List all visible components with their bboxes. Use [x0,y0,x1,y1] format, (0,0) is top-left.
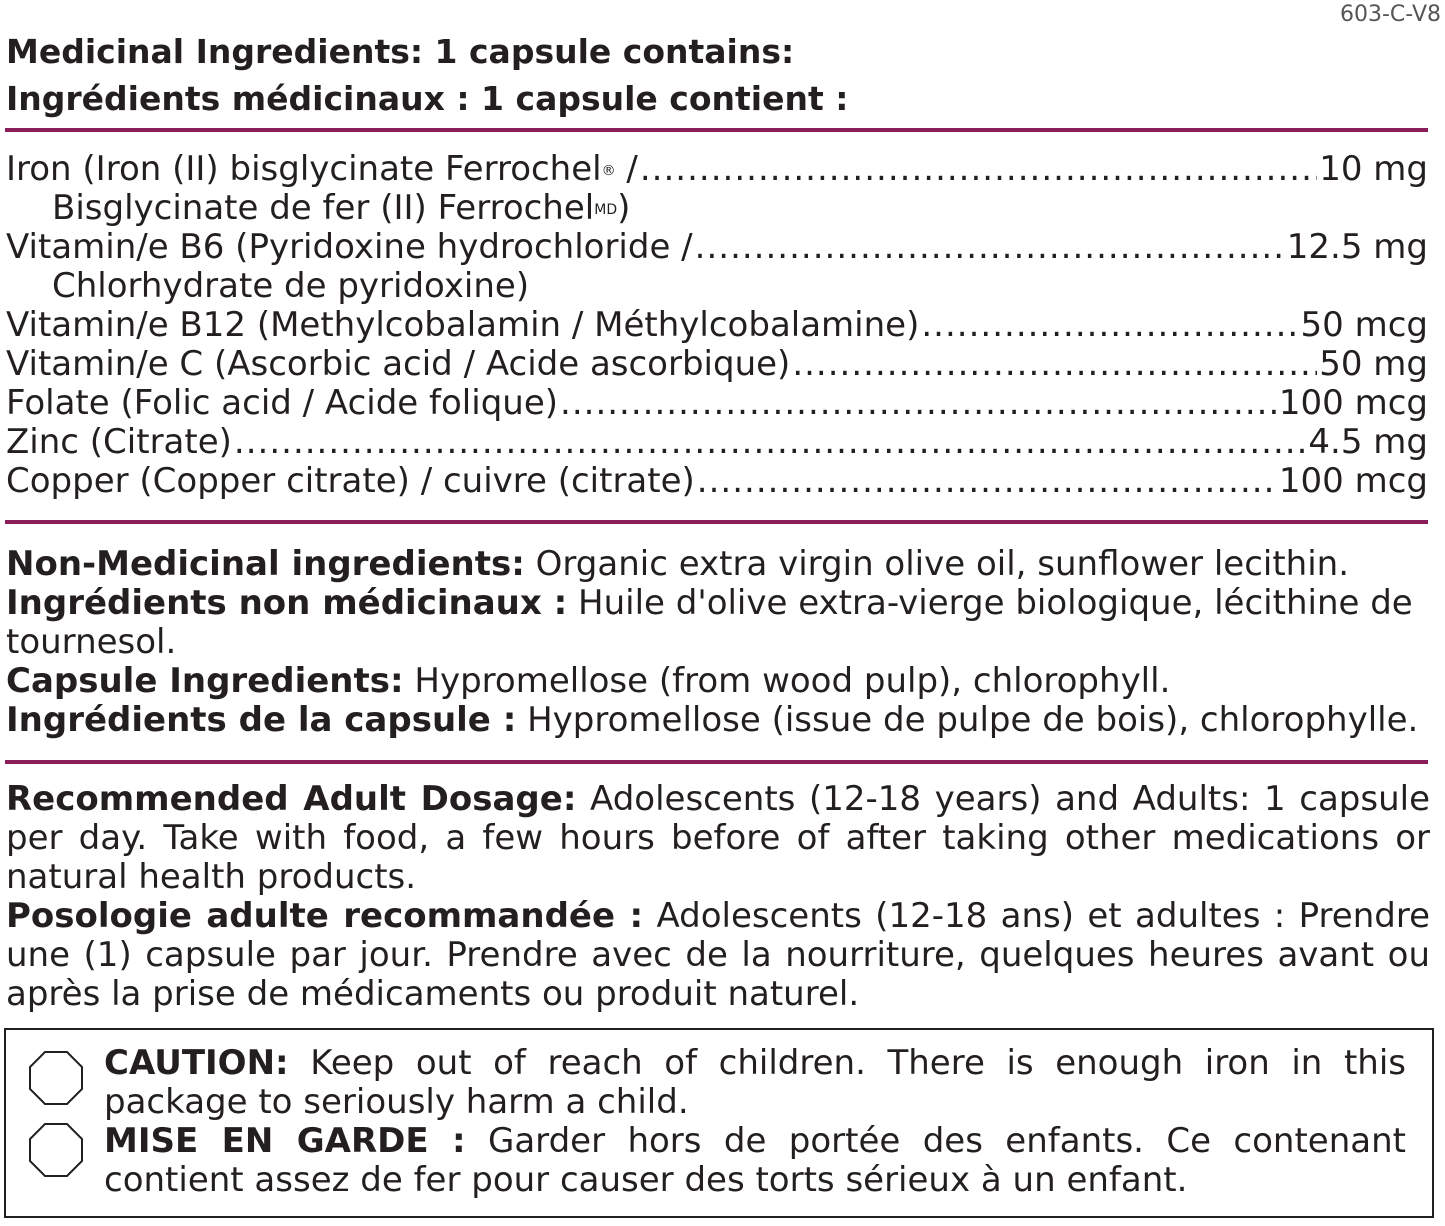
ingredient-name-end: / [615,149,638,189]
registered-mark: ® [601,163,616,179]
dosage-en: Recommended Adult Dosage: Adolescents (12-18 years) and Adults: 1 capsule per day. Take with food, a few hours before of after taking other medications or natural health products. [6,779,1430,897]
ingredient-row [6,306,1428,345]
caution-fr: MISE EN GARDE : Garder hors de portée des enfants. Ce contenant contient assez de fer pour causer des torts sérieux à un enfant. [104,1121,1406,1200]
non-medicinal-fr: Ingrédients non médicinaux : Huile d'olive extra-vierge biologique, lécithine de tournesol. [6,583,1413,662]
ingredient-continuation: Bisglycinate de fer (II) Ferrochel$^{MD}$) [52,188,631,228]
leader-dots [697,462,1277,501]
ingredient-name: Iron (Iron (II) bisglycinate Ferrochel [6,149,602,189]
ingredient-name: Zinc (Citrate) [6,422,232,462]
octagon-warning-icon [28,1122,84,1178]
label-code: 603-C-V8 [1340,2,1441,27]
leader-dots [792,345,1317,384]
ingredient-amount: 50 mcg [1300,305,1428,345]
leader-dots [695,228,1285,267]
ingredient-row [6,345,1428,384]
ingredient-row [6,150,1428,189]
ingredient-name: Vitamin/e B12 (Methylcobalamin / Méthylcobalamine) [6,305,920,345]
leader-dots [640,150,1317,189]
ingredient-name: Vitamin/e C (Ascorbic acid / Acide ascorbique) [6,344,791,384]
md-mark: MD [594,202,618,218]
ingredient-row [6,384,1428,423]
dosage-fr: Posologie adulte recommandée : Adolescents (12-18 ans) et adultes : Prendre une (1) capsule par jour. Prendre avec de la nourriture, quelques heures avant ou après la prise de médicaments ou produit naturel. [6,896,1430,1014]
ingredient-amount: 100 mcg [1278,461,1428,501]
header-line-fr: Ingrédients médicinaux : 1 capsule contient : [6,79,849,118]
ingredient-amount: 4.5 mg [1308,422,1428,462]
ingredient-row [6,228,1428,267]
divider [5,520,1428,524]
divider [5,760,1428,764]
capsule-ingredients-en: Capsule Ingredients: Hypromellose (from wood pulp), chlorophyll. [6,661,1171,701]
caution-en: CAUTION: Keep out of reach of children. There is enough iron in this package to seriously harm a child. [104,1043,1406,1122]
leader-dots [234,423,1307,462]
ingredient-amount: 100 mcg [1278,383,1428,423]
leader-dots [921,306,1298,345]
ingredient-amount: 50 mg [1319,344,1428,384]
non-medicinal-section [6,545,1430,740]
ingredient-amount: 10 mg [1319,149,1428,189]
dosage-section [6,780,1430,1014]
ingredient-name: Copper (Copper citrate) / cuivre (citrate) [6,461,695,501]
ingredient-name: Vitamin/e B6 (Pyridoxine hydrochloride / [6,227,693,267]
ingredient-continuation: Chlorhydrate de pyridoxine) [52,266,530,306]
medicinal-header [6,28,848,122]
capsule-ingredients-fr: Ingrédients de la capsule : Hypromellose (issue de pulpe de bois), chlorophylle. [6,700,1419,740]
octagon-warning-icon [28,1050,84,1106]
leader-dots [560,384,1277,423]
ingredient-list [6,150,1428,501]
ingredient-name: Folate (Folic acid / Acide folique) [6,383,559,423]
caution-box [4,1028,1434,1218]
ingredient-amount: 12.5 mg [1286,227,1428,267]
ingredient-row [6,423,1428,462]
ingredient-row [6,462,1428,501]
header-line-en: Medicinal Ingredients: 1 capsule contains: [6,32,795,71]
divider [5,128,1428,132]
non-medicinal-en: Non-Medicinal ingredients: Organic extra virgin olive oil, sunflower lecithin. [6,544,1350,584]
